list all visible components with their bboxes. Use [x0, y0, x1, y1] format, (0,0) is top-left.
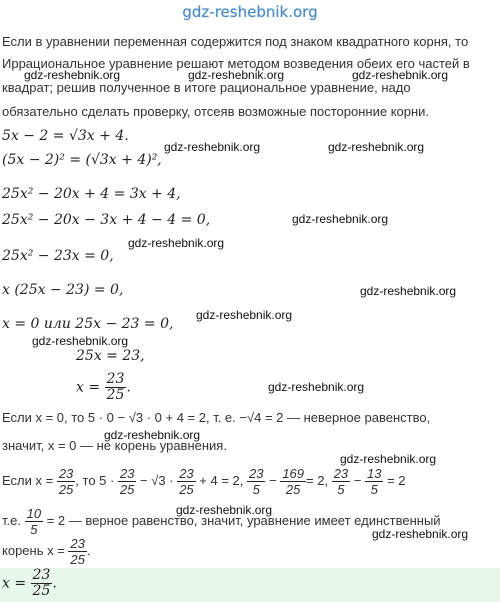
check-fraction-x — [57, 466, 75, 497]
watermark: gdz-reshebnik.org — [340, 452, 437, 466]
check-fraction-a — [118, 466, 136, 497]
check-eq2: = 2, — [306, 472, 329, 488]
watermark: gdz-reshebnik.org — [352, 68, 449, 82]
check-frac-den: 5 — [252, 482, 260, 497]
check-if: Если x = — [2, 472, 54, 488]
solution-end: . — [126, 379, 131, 396]
watermark: gdz-reshebnik.org — [128, 236, 225, 250]
check-fraction-10-5 — [25, 506, 43, 537]
check-minus-sqrt: − √3 · — [140, 472, 174, 488]
check-frac-num: 23 — [119, 466, 135, 481]
check-fraction-b — [177, 466, 195, 497]
step-solution-fraction — [76, 372, 131, 403]
step-linear: 25x = 23, — [76, 348, 145, 364]
watermark: gdz-reshebnik.org — [328, 140, 425, 154]
answer-end: . — [52, 575, 57, 592]
check-then: , то 5 · — [75, 472, 115, 488]
check-fraction-line-3 — [2, 536, 91, 567]
fraction-numerator: 23 — [106, 371, 125, 387]
watermark: gdz-reshebnik.org — [32, 334, 129, 348]
watermark: gdz-reshebnik.org — [372, 527, 469, 541]
watermark: gdz-reshebnik.org — [24, 68, 121, 82]
answer-num: 23 — [32, 567, 51, 583]
answer — [2, 568, 57, 599]
check-frac-num: 23 — [249, 466, 264, 481]
check-fraction-line-1 — [2, 466, 406, 497]
intro-line-3: квадрат; решив полученное в итоге рациональное уравнение, надо — [2, 80, 411, 95]
watermark: gdz-reshebnik.org — [360, 284, 457, 298]
check-frac-den: 25 — [119, 482, 135, 497]
check-frac-num: 23 — [58, 466, 74, 481]
check-fraction-c — [247, 466, 265, 497]
check-zero-line-2: значит, x = 0 — не корень уравнения. — [2, 438, 227, 453]
watermark: gdz-reshebnik.org — [188, 68, 285, 82]
watermark: gdz-reshebnik.org — [104, 428, 201, 442]
answer-fraction — [31, 568, 53, 599]
step-moved-terms: 25x² − 20x − 3x + 4 − 4 = 0, — [2, 212, 211, 228]
check-rest: = 2 — верное равенство, значит, уравнение имеет единственный — [46, 512, 441, 528]
watermark: gdz-reshebnik.org — [164, 140, 261, 154]
check-root-fraction — [68, 536, 86, 567]
step-simplified: 25x² − 23x = 0, — [2, 248, 114, 264]
check-minus-2: − — [353, 472, 362, 488]
answer-band — [0, 568, 500, 602]
site-header: gdz-reshebnik.org — [182, 3, 318, 21]
step-cases: x = 0 или 25x − 23 = 0, — [2, 316, 174, 332]
check-frac-num: 10 — [26, 506, 42, 521]
check-frac-den: 25 — [58, 482, 74, 497]
check-fraction-e — [332, 466, 350, 497]
intro-line-1: Если в уравнении переменная содержится под знаком квадратного корня, то — [2, 34, 469, 49]
check-fraction-d — [280, 466, 306, 497]
check-frac-den: 25 — [179, 482, 194, 497]
check-root: корень x = — [2, 542, 65, 558]
watermark: gdz-reshebnik.org — [268, 380, 365, 394]
check-frac-den: 5 — [337, 482, 345, 497]
solution-lhs: x = — [76, 379, 101, 396]
check-frac-num: 23 — [179, 466, 194, 481]
answer-lhs: x = — [2, 575, 27, 592]
fraction-23-25 — [105, 372, 127, 403]
step-square-both-sides: (5x − 2)² = (√3x + 4)², — [2, 152, 162, 168]
check-eq2b: = 2 — [387, 472, 406, 488]
watermark: gdz-reshebnik.org — [176, 503, 273, 517]
intro-line-2: Иррациональное уравнение решают методом возведения обеих его частей в — [2, 56, 470, 71]
check-frac-den: 5 — [370, 482, 378, 497]
answer-den: 25 — [32, 583, 51, 599]
check-te: т.е. — [2, 512, 21, 528]
check-frac-den: 5 — [30, 522, 38, 537]
check-plus4: + 4 = 2, — [199, 472, 244, 488]
check-frac-den: 25 — [285, 482, 301, 497]
check-frac-den: 25 — [70, 552, 85, 567]
step-original-equation: 5x − 2 = √3x + 4. — [2, 128, 129, 144]
step-factored: x (25x − 23) = 0, — [2, 282, 124, 298]
check-zero-line-1: Если x = 0, то 5 · 0 − √3 · 0 + 4 = 2, т. е. −√4 = 2 — неверное равенство, — [2, 410, 431, 425]
check-fraction-f — [365, 466, 383, 497]
check-frac-num: 23 — [70, 536, 85, 551]
check-frac-num: 23 — [333, 466, 349, 481]
fraction-denominator: 25 — [106, 387, 125, 403]
intro-line-4: обязательно сделать проверку, отсеяв возможные посторонние корни. — [2, 104, 430, 119]
watermark: gdz-reshebnik.org — [292, 212, 389, 226]
check-minus: − — [269, 472, 277, 488]
step-expanded: 25x² − 20x + 4 = 3x + 4, — [2, 186, 181, 202]
check-dot: . — [86, 542, 91, 558]
watermark: gdz-reshebnik.org — [196, 308, 293, 322]
check-frac-num: 169 — [282, 466, 305, 481]
check-frac-num: 13 — [367, 466, 382, 481]
